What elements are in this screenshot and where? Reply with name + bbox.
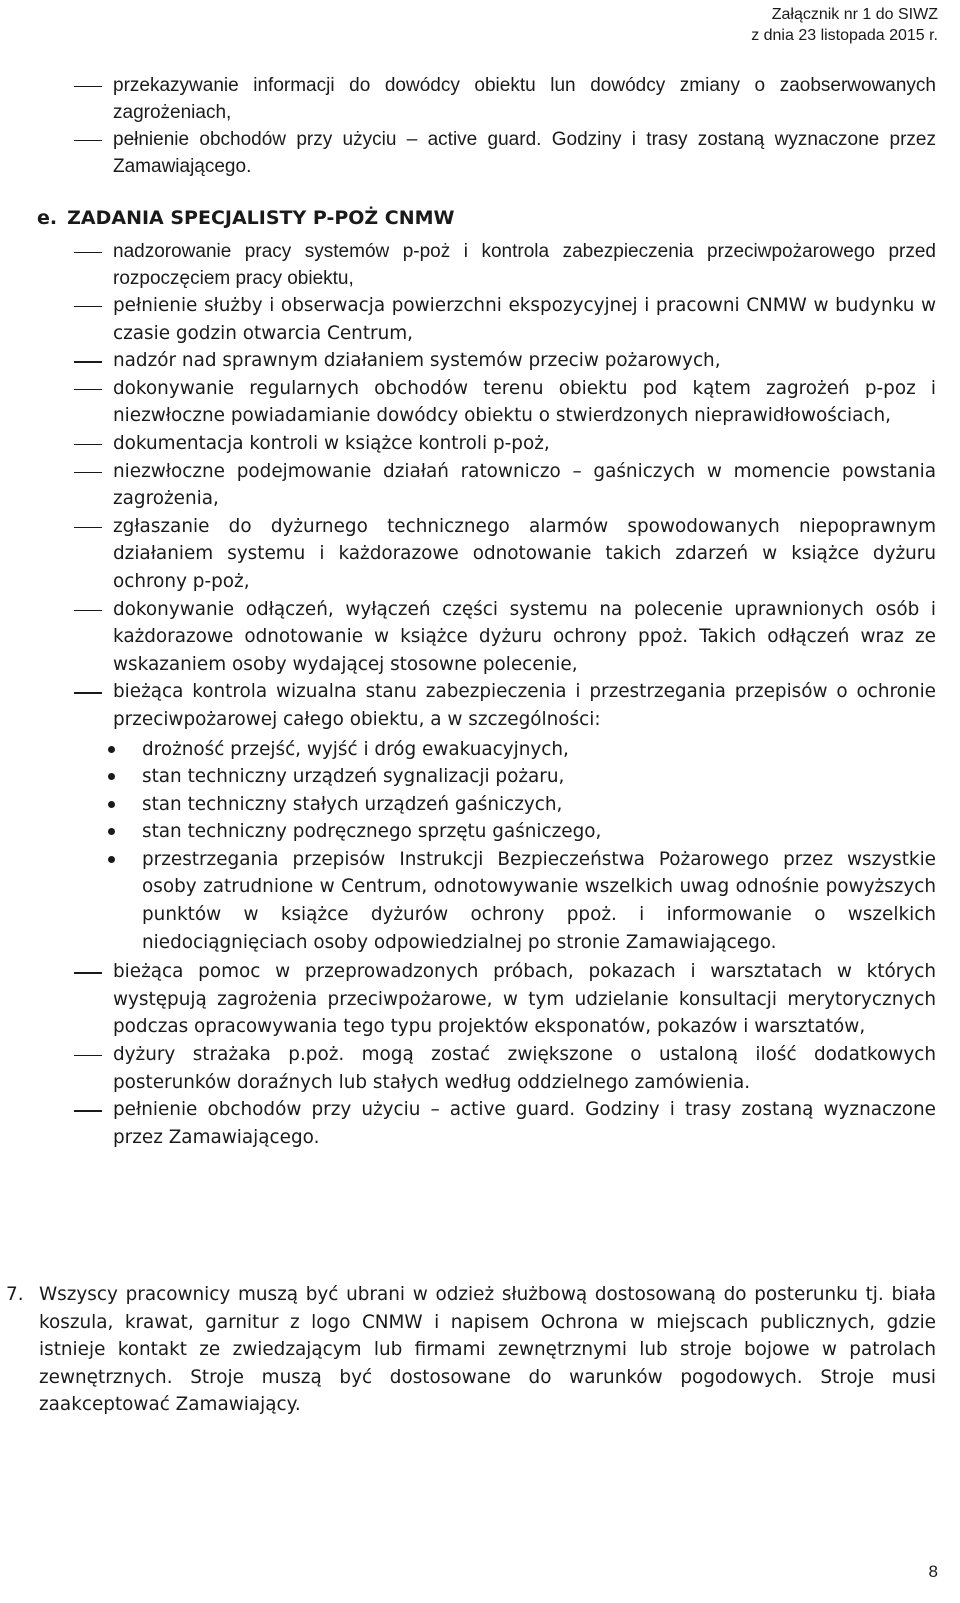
dash-marker — [74, 527, 102, 528]
bullet-item: stan techniczny podręcznego sprzętu gaśniczego, — [74, 818, 936, 846]
header-date-line: z dnia 23 listopada 2015 r. — [751, 27, 938, 44]
dash-marker — [74, 306, 102, 307]
numbered-paragraph — [0, 1281, 936, 1419]
dash-marker — [74, 972, 102, 973]
list-item: zgłaszanie do dyżurnego technicznego alarmów spowodowanych niepoprawnym działaniem systemu i każdorazowe odnotowanie takich zdarzeń w książce dyżuru ochrony p-poż, — [74, 513, 936, 596]
dash-marker — [74, 1110, 102, 1111]
paragraph-text: Wszyscy pracownicy muszą być ubrani w odzież służbową dostosowaną do posterunku tj. biała koszula, krawat, garnitur z logo CNMW i napisem Ochrona w miejscach publicznych, gdzie istnieje kontakt ze zwiedzającym lub firmami zewnętrznymi lub stroje bojowe w patrolach zewnętrznych. Stroje muszą być dostosowane do warunków pogodowych. Stroje musi zaakceptować Zamawiający. — [39, 1284, 936, 1416]
list-item: dokonywanie odłączeń, wyłączeń części systemu na polecenie uprawnionych osób i każdorazowe odnotowanie w książce dyżuru ochrony ppoż. Takich odłączeń wraz ze wskazaniem osoby wydającej stosowne polecenie, — [74, 596, 936, 679]
page-number: 8 — [928, 1562, 938, 1581]
bullet-icon — [108, 828, 115, 835]
section-heading — [37, 206, 455, 230]
dash-marker — [74, 361, 102, 362]
bullet-item: stan techniczny stałych urządzeń gaśniczych, — [74, 791, 936, 819]
list-item: nadzór nad sprawnym działaniem systemów przeciw pożarowych, — [74, 347, 936, 375]
section-task-list — [74, 238, 936, 1151]
bullet-icon — [108, 746, 115, 753]
dash-marker — [74, 692, 102, 693]
bullet-item: przestrzegania przepisów Instrukcji Bezpieczeństwa Pożarowego przez wszystkie osoby zatrudnione w Centrum, odnotowywanie wszelkich uwag odnośnie powyższych punktów w książce dyżurów ochrony ppoż. i informowanie o wszelkich niedociągnięciach osoby odpowiedzialnej po stronie Zamawiającego. — [74, 846, 936, 956]
list-item: pełnienie służby i obserwacja powierzchni ekspozycyjnej i pracowni CNMW w budynku w czasie godzin otwarcia Centrum, — [74, 292, 936, 347]
section-title: ZADANIA SPECJALISTY P-POŻ CNMW — [67, 207, 455, 229]
dash-marker — [74, 1055, 102, 1056]
dash-marker — [74, 389, 102, 390]
bullet-icon — [108, 856, 115, 863]
page-header — [751, 4, 938, 46]
dash-marker — [74, 252, 102, 253]
section-letter: e. — [37, 207, 58, 229]
list-item: bieżąca kontrola wizualna stanu zabezpieczenia i przestrzegania przepisów o ochronie przeciwpożarowej całego obiektu, a w szczególności: — [74, 678, 936, 733]
inspection-bullet-list — [74, 736, 936, 957]
list-item: pełnienie obchodów przy użyciu – active guard. Godziny i trasy zostaną wyznaczone przez Zamawiającego. — [74, 126, 936, 180]
dash-marker — [74, 472, 102, 473]
list-item: nadzorowanie pracy systemów p-poż i kontrola zabezpieczenia przeciwpożarowego przed rozpoczęciem pracy obiektu, — [74, 238, 936, 292]
dash-marker — [74, 140, 102, 141]
paragraph-number: 7. — [6, 1284, 24, 1305]
list-item: dokonywanie regularnych obchodów terenu obiektu pod kątem zagrożeń p-poz i niezwłoczne powiadamianie dowódcy obiektu o stwierdzonych nieprawidłowościach, — [74, 375, 936, 430]
list-item: bieżąca pomoc w przeprowadzonych próbach, pokazach i warsztatach w których występują zagrożenia przeciwpożarowe, w tym udzielanie konsultacji merytorycznych podczas opracowywania tego typu projektów eksponatów, pokazów i warsztatów, — [74, 958, 936, 1041]
bullet-icon — [108, 801, 115, 808]
header-attachment-line: Załącznik nr 1 do SIWZ — [771, 6, 938, 23]
dash-marker — [74, 610, 102, 611]
list-item: dokumentacja kontroli w książce kontroli p-poż, — [74, 430, 936, 458]
list-item: niezwłoczne podejmowanie działań ratowniczo – gaśniczych w momencie powstania zagrożenia, — [74, 458, 936, 513]
bullet-item: stan techniczny urządzeń sygnalizacji pożaru, — [74, 763, 936, 791]
list-item: przekazywanie informacji do dowódcy obiektu lun dowódcy zmiany o zaobserwowanych zagrożeniach, — [74, 72, 936, 126]
bullet-icon — [108, 773, 115, 780]
dash-marker — [74, 86, 102, 87]
intro-list — [74, 72, 936, 180]
list-item: dyżury strażaka p.poż. mogą zostać zwiększone o ustaloną ilość dodatkowych posterunków doraźnych lub stałych według oddzielnego zamówienia. — [74, 1041, 936, 1096]
dash-marker — [74, 444, 102, 445]
bullet-item: drożność przejść, wyjść i dróg ewakuacyjnych, — [74, 736, 936, 764]
list-item: pełnienie obchodów przy użyciu – active guard. Godziny i trasy zostaną wyznaczone przez Zamawiającego. — [74, 1096, 936, 1151]
